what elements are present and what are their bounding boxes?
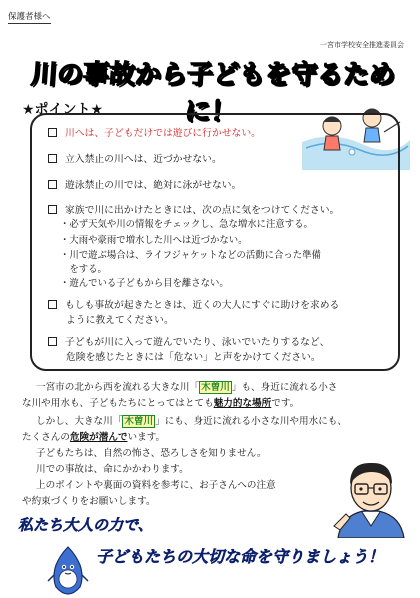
point-text: 川へは、子どもだけでは遊びに行かせない。 [65,128,261,139]
body-paragraph-5-line2: や約束づくりをお願いします。 [22,496,156,507]
point-item [48,178,241,193]
audience-label: 保護者様へ [8,12,51,22]
river-name-highlight: 木曽川 [201,382,230,393]
sub-point: ・川で遊ぶ場合は、ライフジャケットなどの活動に合った準備 [60,250,321,261]
body-paragraph-5: 上のポイントや裏面の資料を参考に、お子さんへの注意 [36,480,276,491]
point-text: 子どもが川に入って遊んでいたり、泳いでいたりするなど、 [65,337,330,348]
organization-name: 一宮市学校安全推進委員会 [320,41,404,49]
sub-point: ・必ず天気や川の情報をチェックし、急な増水に注意する。 [60,219,313,230]
checkbox-icon [48,180,57,189]
points-heading: ★ポイント★ [22,102,104,118]
point-item [48,152,222,167]
page-title: 川の事故から子どもを守るために！ [30,60,397,127]
man-with-glasses-illustration [330,456,412,538]
body-paragraph-2-line2: たくさんの危険が潜んでいます。 [22,432,166,443]
river-name-highlight: 木曽川 [124,416,154,427]
sub-point: ・遊んでいる子どもから目を離さない。 [60,278,229,289]
point-item [48,203,339,218]
point-item [48,335,330,350]
body-paragraph-1-line2: な川や用水も、子どもたちにとってはとても魅力的な場所です。 [22,398,300,409]
point-text: 立入禁止の川へは、近づかせない。 [65,154,222,165]
body-paragraph-2: しかし、大きな川「 木曽川 」にも、身近に流れる小さな川や用水にも、 [36,416,347,427]
sub-point: をする。 [60,264,107,275]
body-paragraph-3: 子どもたちは、自然の怖さ、恐ろしさを知りません。 [36,448,267,459]
point-text: もしも事故が起きたときは、近くの大人にすぐに助けを求める [65,300,340,311]
point-text: 遊泳禁止の川では、絶対に泳がせない。 [65,180,242,191]
slogan-line-1: 私たち大人の力で、 [18,516,153,534]
point-continuation: 危険を感じたときには「危ない」と声をかけてください。 [66,352,321,363]
body-paragraph-4: 川での事故は、命にかかわります。 [36,464,189,475]
checkbox-icon [48,337,57,346]
checkbox-icon [48,128,57,137]
slogan-line-2: 子どもたちの大切な命を守りましょう！ [96,547,385,566]
body-paragraph-1: 一宮市の北から西を流れる大きな川「 木曽川 」も、身近に流れる小さ [36,382,338,393]
emphasis-underline: 魅力的な場所 [213,398,272,409]
sub-point: ・大雨や豪雨で増水した川へは近づかない。 [60,235,248,246]
mascot-character-illustration [46,545,90,595]
checkbox-icon [48,205,57,214]
point-item [48,298,339,313]
point-item [48,126,261,141]
checkbox-icon [48,154,57,163]
point-text: 家族で川に出かけたときには、次の点に気をつけてください。 [65,205,340,216]
checkbox-icon [48,300,57,309]
point-continuation: ように教えてください。 [66,315,174,326]
emphasis-underline: 危険が潜んで [69,432,128,443]
